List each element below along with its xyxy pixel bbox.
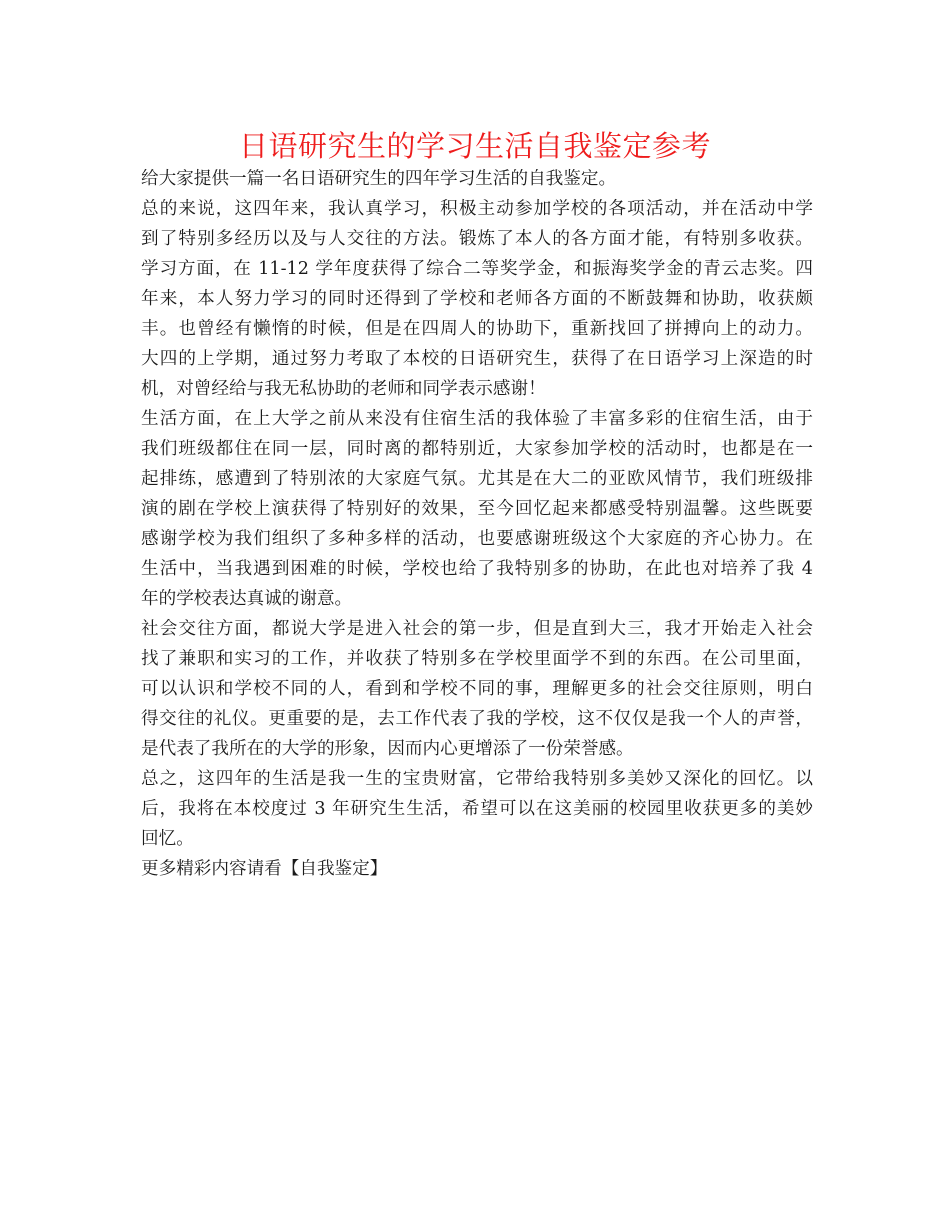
body-line: 年来，本人努力学习的同时还得到了学校和老师各方面的不断鼓舞和协助，收获颇 <box>141 289 813 309</box>
document-title: 日语研究生的学习生活自我鉴定参考 <box>238 129 711 163</box>
document-body <box>141 164 813 884</box>
body-line: 总的来说，这四年来，我认真学习，积极主动参加学校的各项活动，并在活动中学 <box>141 199 813 219</box>
body-line: 总之，这四年的生活是我一生的宝贵财富，它带给我特别多美妙又深化的回忆。以 <box>141 769 813 789</box>
body-line: 给大家提供一篇一名日语研究生的四年学习生活的自我鉴定。 <box>141 169 617 189</box>
body-line: 我们班级都住在同一层，同时离的都特别近，大家参加学校的活动时，也都是在一 <box>141 439 813 459</box>
body-line: 机，对曾经给与我无私协助的老师和同学表示感谢！ <box>141 379 546 399</box>
body-line: 找了兼职和实习的工作，并收获了特别多在学校里面学不到的东西。在公司里面， <box>141 649 813 669</box>
body-line: 是代表了我所在的大学的形象，因而内心更增添了一份荣誉感。 <box>141 739 634 759</box>
body-line: 生活方面，在上大学之前从来没有住宿生活的我体验了丰富多彩的住宿生活，由于 <box>141 409 813 429</box>
body-line: 社会交往方面，都说大学是进入社会的第一步，但是直到大三，我才开始走入社会 <box>141 619 813 639</box>
body-line: 到了特别多经历以及与人交往的方法。锻炼了本人的各方面才能，有特别多收获。 <box>141 229 813 249</box>
body-line: 起排练，感遭到了特别浓的大家庭气氛。尤其是在大二的亚欧风情节，我们班级排 <box>141 469 813 489</box>
body-line: 后，我将在本校度过 3 年研究生生活，希望可以在这美丽的校园里收获更多的美妙 <box>141 799 813 819</box>
body-line: 丰。也曾经有懒惰的时候，但是在四周人的协助下，重新找回了拼搏向上的动力。 <box>141 319 813 339</box>
body-line: 学习方面，在 11-12 学年度获得了综合二等奖学金，和振海奖学金的青云志奖。四 <box>141 259 813 279</box>
body-line: 可以认识和学校不同的人，看到和学校不同的事，理解更多的社会交往原则，明白 <box>141 679 813 699</box>
body-line: 得交往的礼仪。更重要的是，去工作代表了我的学校，这不仅仅是我一个人的声誉， <box>141 709 813 729</box>
body-line: 更多精彩内容请看【自我鉴定】 <box>141 859 388 879</box>
body-line: 年的学校表达真诚的谢意。 <box>141 589 353 609</box>
body-line: 大四的上学期，通过努力考取了本校的日语研究生，获得了在日语学习上深造的时 <box>141 349 813 369</box>
body-line: 生活中，当我遇到困难的时候，学校也给了我特别多的协助，在此也对培养了我 4 <box>141 559 813 579</box>
body-line: 感谢学校为我们组织了多种多样的活动，也要感谢班级这个大家庭的齐心协力。在 <box>141 529 813 549</box>
body-line: 回忆。 <box>141 829 194 849</box>
body-line: 演的剧在学校上演获得了特别好的效果，至今回忆起来都感受特别温馨。这些既要 <box>141 499 813 519</box>
